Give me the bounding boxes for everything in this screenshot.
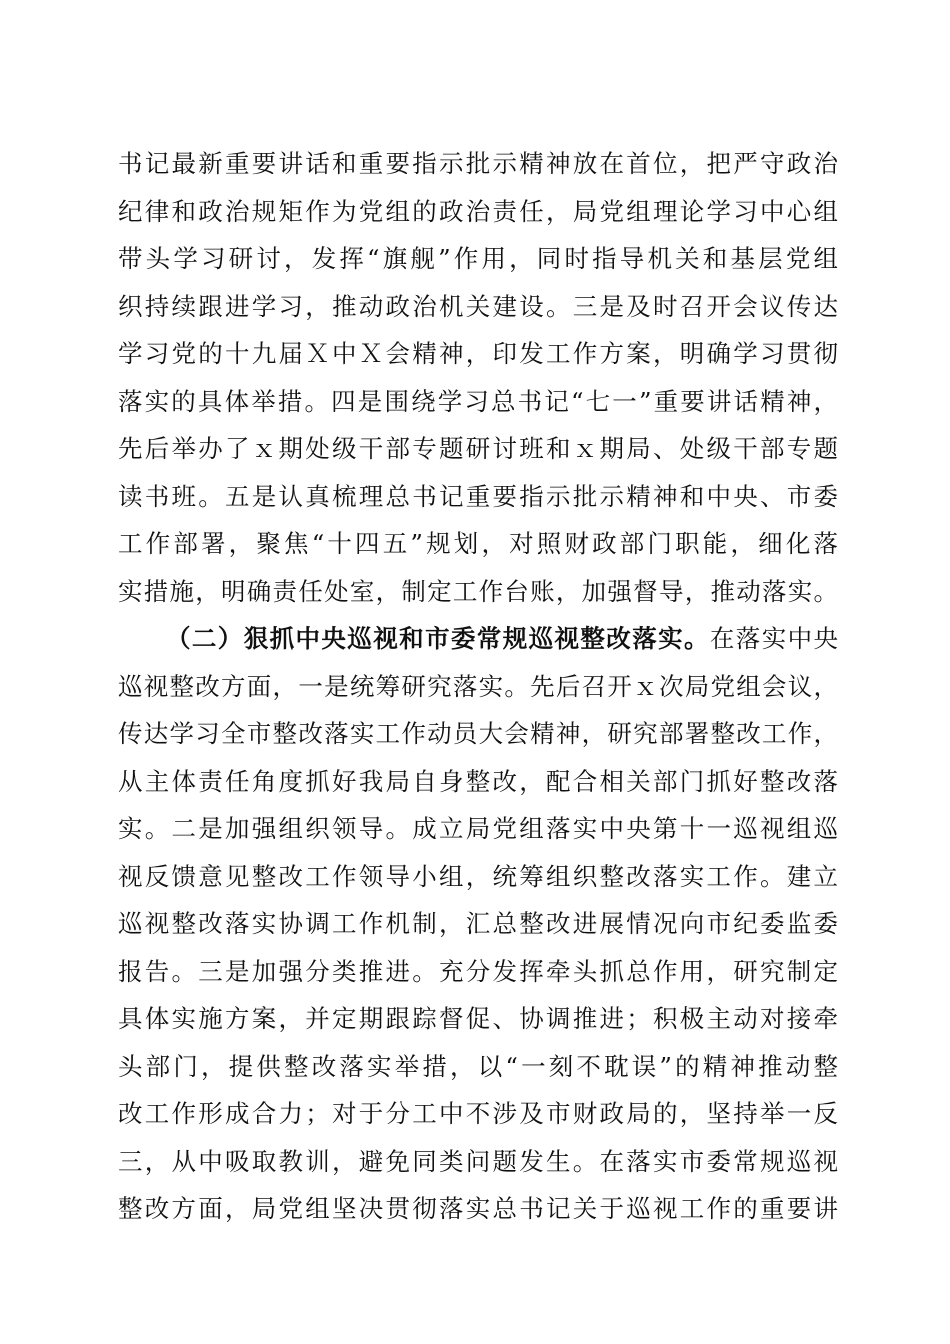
paragraph-line: 视反馈意见整改工作领导小组，统筹组织整改落实工作。建立 — [118, 861, 838, 891]
paragraph-line: 巡视整改方面，一是统筹研究落实。先后召开ｘ次局党组会议， — [118, 671, 838, 701]
paragraph-line: 带头学习研讨，发挥“旗舰”作用，同时指导机关和基层党组 — [118, 244, 838, 273]
paragraph-line: 报告。三是加强分类推进。充分发挥牵头抓总作用，研究制定 — [118, 956, 838, 986]
paragraph-line: 头部门，提供整改落实举措，以“一刻不耽误”的精神推动整 — [118, 1051, 838, 1081]
paragraph-line: 读书班。五是认真梳理总书记重要指示批示精神和中央、市委 — [118, 481, 838, 511]
paragraph-line: 巡视整改落实协调工作机制，汇总整改进展情况向市纪委监委 — [118, 909, 838, 938]
paragraph-line: 书记最新重要讲话和重要指示批示精神放在首位，把严守政治 — [118, 149, 838, 178]
paragraph-line: 从主体责任角度抓好我局自身整改，配合相关部门抓好整改落 — [118, 766, 838, 796]
paragraph-line: 具体实施方案，并定期跟踪督促、协调推进；积极主动对接牵 — [118, 1004, 838, 1033]
paragraph-line: 实。二是加强组织领导。成立局党组落实中央第十一巡视组巡 — [118, 814, 838, 843]
paragraph-line: 先后举办了ｘ期处级干部专题研讨班和ｘ期局、处级干部专题 — [118, 434, 838, 463]
paragraph-line: 三，从中吸取教训，避免同类问题发生。在落实市委常规巡视 — [118, 1146, 838, 1176]
paragraph-line: 落实的具体举措。四是围绕学习总书记“七一”重要讲话精神， — [118, 386, 838, 416]
paragraph-line: 纪律和政治规矩作为党组的政治责任，局党组理论学习中心组 — [118, 196, 838, 226]
paragraph-line: 整改方面，局党组坚决贯彻落实总书记关于巡视工作的重要讲 — [118, 1194, 838, 1223]
paragraph-line: 学习党的十九届Ｘ中Ｘ会精神，印发工作方案，明确学习贯彻 — [118, 339, 838, 368]
paragraph-1 — [118, 140, 838, 615]
section-heading: （二）狠抓中央巡视和市委常规巡视整改落实。 — [166, 624, 710, 653]
paragraph-line: 改工作形成合力；对于分工中不涉及市财政局的，坚持举一反 — [118, 1099, 838, 1128]
heading-line-rest: 在落实中央 — [709, 624, 839, 653]
paragraph-line: 实措施，明确责任处室，制定工作台账，加强督导，推动落实。 — [118, 576, 838, 606]
paragraph-first-line — [118, 615, 838, 663]
paragraph-line: 工作部署，聚焦“十四五”规划，对照财政部门职能，细化落 — [118, 529, 838, 558]
paragraph-line: 传达学习全市整改落实工作动员大会精神，研究部署整改工作， — [118, 719, 838, 748]
document-body — [118, 140, 838, 1233]
paragraph-2 — [118, 615, 838, 1233]
paragraph-line: 织持续跟进学习，推动政治机关建设。三是及时召开会议传达 — [118, 291, 838, 321]
